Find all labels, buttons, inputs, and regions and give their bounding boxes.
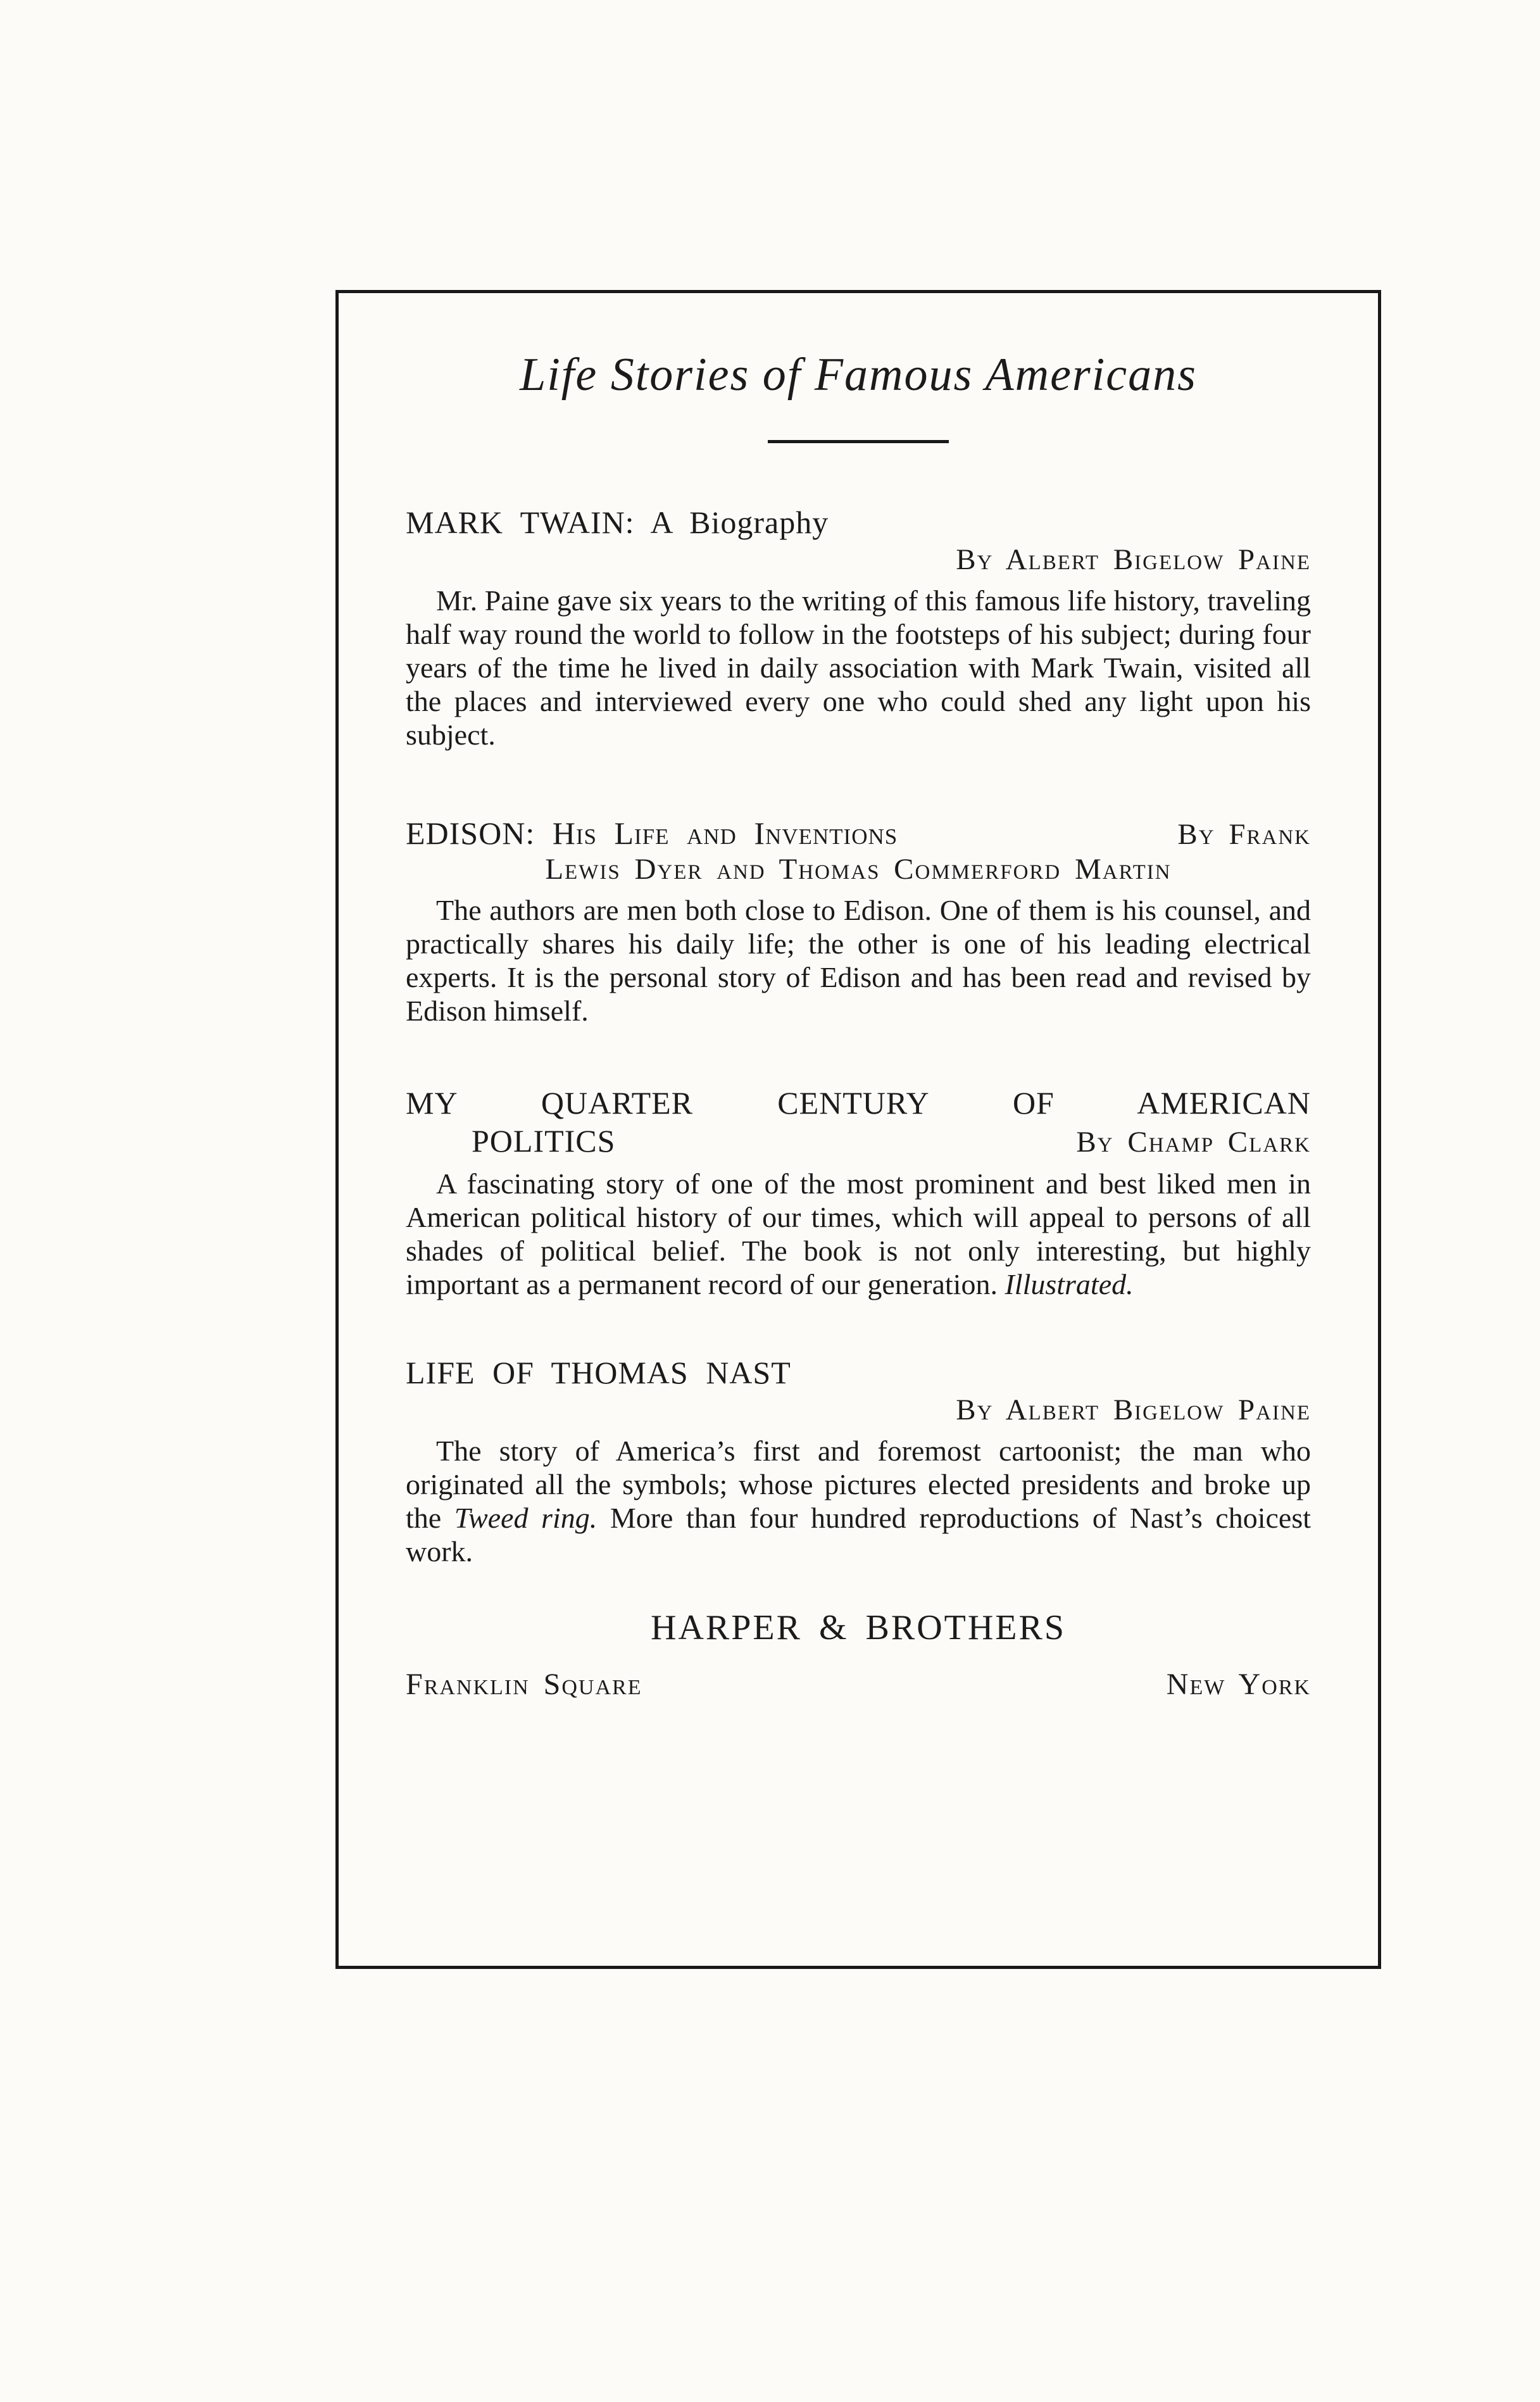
entry-body-start: The story of America’s first and foremost cartoonist; the man who originated all the symbols; whose pictures elected presidents and broke up the	[406, 1435, 1311, 1534]
entry-byline-start: By Frank	[1177, 818, 1311, 851]
entry-byline: By Albert Bigelow Paine	[956, 543, 1311, 576]
publisher-footer-row	[406, 1667, 1311, 1702]
page-border-frame	[335, 290, 1381, 1969]
entry-edison	[406, 815, 1311, 1028]
entry-body: The authors are men both close to Edison. One of them is his counsel, and practically shares his daily life; the other is one of his leading electrical experts. It is the personal story of Edison and has been read and revised by Edison himself.	[406, 894, 1311, 1027]
entry-body: Mr. Paine gave six years to the writing of this famous life history, traveling half way round the world to follow in the footsteps of his subject; during four years of the time he lived in daily association with Mark Twain, visited all the places and interviewed every one who could shed any light upon his subject.	[406, 584, 1311, 751]
entry-heading: EDISON: His Life and Inventions	[406, 815, 898, 851]
entry-body-text: A fascinating story of one of the most prominent and best liked men in American political history of our times, which will appeal to persons of all shades of political belief. The book is not only interesting, but highly important as a permanent record of our generation.	[406, 1167, 1311, 1300]
entry-body-end: More than four hundred reproductions of Nast’s choicest work.	[406, 1502, 1312, 1568]
entry-heading: MARK TWAIN: A Biography	[406, 505, 829, 540]
entry-body-italic: Illustrated.	[1005, 1268, 1134, 1300]
entry-body	[406, 1434, 1311, 1568]
byline-row	[406, 543, 1311, 576]
heading-byline-row	[406, 1122, 1311, 1159]
entry-body-italic: Tweed ring.	[454, 1502, 598, 1534]
entry-byline-continued: Lewis Dyer and Thomas Commerford Martin	[545, 853, 1172, 886]
entry-byline: By Champ Clark	[1076, 1126, 1311, 1159]
entry-heading-line1: MY QUARTER CENTURY OF AMERICAN	[406, 1085, 1311, 1121]
entry-body	[406, 1167, 1311, 1301]
entry-heading-line2: POLITICS	[472, 1123, 616, 1159]
entry-byline: By Albert Bigelow Paine	[956, 1393, 1311, 1426]
page-title: Life Stories of Famous Americans	[520, 349, 1197, 401]
byline-row	[406, 1393, 1311, 1426]
entry-thomas-nast	[406, 1354, 1311, 1568]
byline-continued-row	[406, 853, 1311, 886]
entry-quarter-century	[406, 1085, 1311, 1301]
publisher-city: New York	[1166, 1668, 1311, 1701]
heading-row	[406, 815, 1311, 852]
publisher-name: HARPER & BROTHERS	[651, 1608, 1066, 1647]
publisher-address: Franklin Square	[406, 1668, 642, 1701]
entry-heading: LIFE OF THOMAS NAST	[406, 1355, 791, 1390]
title-divider	[768, 440, 949, 443]
entry-mark-twain	[406, 504, 1311, 751]
